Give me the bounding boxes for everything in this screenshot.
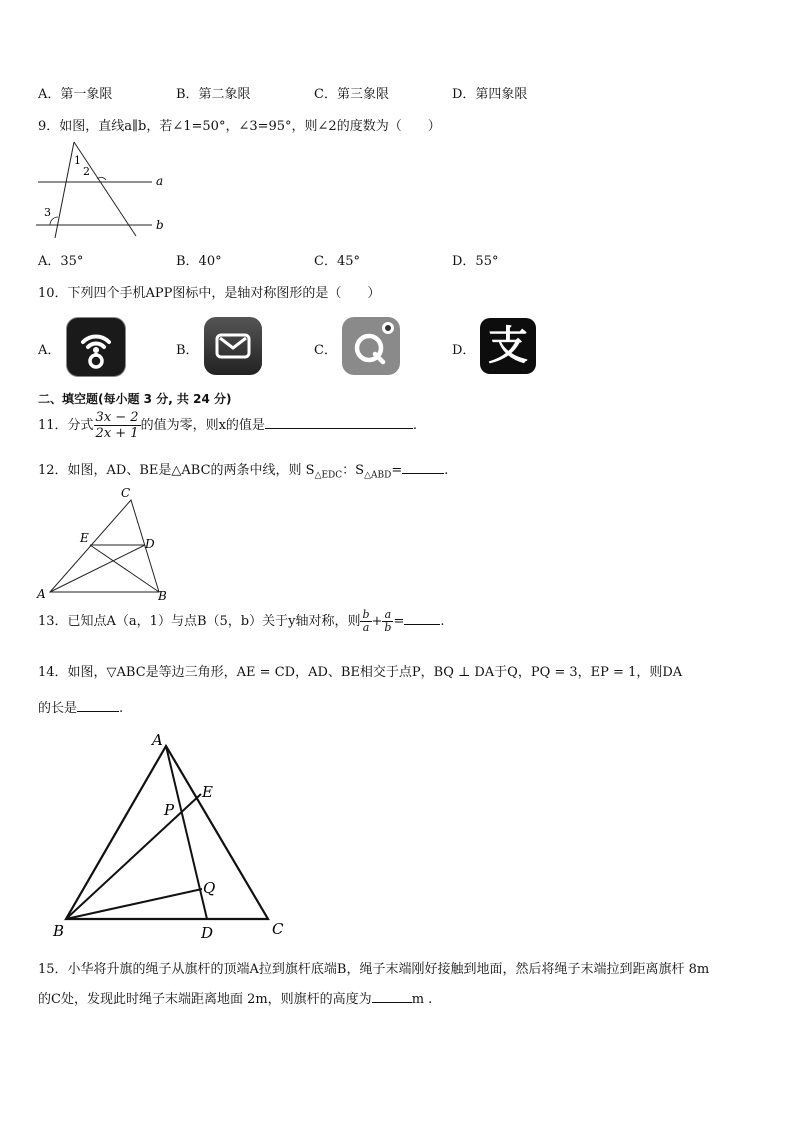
q11 <box>38 410 417 441</box>
median-ad <box>50 545 145 592</box>
q15-line1: 15．小华将升旗的绳子从旗杆的顶端A拉到旗杆底端B，绳子末端刚好接触到地面，然后将绳子末端拉到距离旗杆 8m <box>38 962 710 977</box>
q12-label-e: E <box>80 531 89 545</box>
q11-numerator: 3x − 2 <box>95 410 139 425</box>
q13-eq: = <box>393 614 405 629</box>
q15-unit: m . <box>411 992 433 1007</box>
line-a-label: a <box>156 174 164 188</box>
q9-option-d: D．55° <box>452 254 499 269</box>
q9-option-b: B．40° <box>176 254 222 269</box>
q10-option-a: A． <box>38 343 61 358</box>
alipay-icon <box>480 318 536 374</box>
q9-stem: 9．如图，直线a∥b，若∠1=50°，∠3=95°，则∠2的度数为（ ） <box>38 119 441 134</box>
q13-fraction-1: $\frac{b}{a}$ <box>362 608 370 634</box>
q12-mid: ：S <box>342 463 365 478</box>
q8-option-b: B．第二象限 <box>176 87 251 102</box>
q12-pre: 12．如图，AD、BE是△ABC的两条中线，则 S <box>38 463 315 478</box>
q13-fraction-2: $\frac{a}{b}$ <box>384 608 392 634</box>
q10-option-c: C． <box>314 343 337 358</box>
q12-label-c: C <box>121 486 131 500</box>
alipay-char: 支 <box>488 323 528 369</box>
q9-figure <box>30 138 180 240</box>
q15-answer-blank[interactable] <box>372 990 412 1003</box>
transversal-right <box>74 142 136 236</box>
angle-2-label: 2 <box>83 165 90 178</box>
q14-label-b: B <box>53 922 65 940</box>
q11-pre: 11．分式 <box>38 418 94 433</box>
q14-label-c: C <box>272 920 284 938</box>
q14-line2 <box>38 697 123 716</box>
q12-end: . <box>444 463 449 478</box>
q15-line2 <box>38 988 432 1007</box>
q12-sub2: △ABD <box>364 470 392 481</box>
q13-end: . <box>440 614 445 629</box>
q13-pre: 13．已知点A（a，1）与点B（5，b）关于y轴对称，则 <box>38 614 361 629</box>
q14-answer-blank[interactable] <box>77 699 119 712</box>
q12-figure <box>34 484 174 604</box>
q14-line2-pre: 的长是 <box>38 701 78 716</box>
transversal-left <box>55 142 74 238</box>
q14-label-p: P <box>164 801 175 819</box>
q13 <box>38 609 445 634</box>
q12-label-d: D <box>145 537 155 551</box>
q10-option-b: B． <box>176 343 199 358</box>
q12-sub1: △EDC <box>314 470 343 481</box>
q12-label-a: A <box>37 587 46 601</box>
wifi-key-icon <box>66 317 126 377</box>
q14-label-a: A <box>152 731 163 749</box>
q12-eq: = <box>391 463 403 478</box>
q14-figure <box>48 726 298 946</box>
q11-post: 的值为零，则x的值是 <box>140 418 265 433</box>
q9-option-a: A．35° <box>38 254 84 269</box>
q12-label-b: B <box>158 589 167 603</box>
q11-end: . <box>412 418 418 433</box>
q10-option-d: D． <box>452 343 476 358</box>
q15-line2-pre: 的C处，发现此时绳子末端距离地面 2m，则旗杆的高度为 <box>38 992 372 1007</box>
q8-option-a: A．第一象限 <box>38 87 113 102</box>
q11-fraction <box>94 410 141 441</box>
angle-1-label: 1 <box>74 154 81 167</box>
q14-label-e: E <box>202 783 213 801</box>
angle-3-label: 3 <box>44 206 51 219</box>
line-b-label: b <box>156 218 164 232</box>
q12-answer-blank[interactable] <box>402 461 444 474</box>
median-be <box>90 545 159 592</box>
q10-stem: 10．下列四个手机APP图标中，是轴对称图形的是（ ） <box>38 286 381 301</box>
q14-label-d: D <box>201 924 214 942</box>
q9-option-c: C．45° <box>314 254 360 269</box>
q14-label-q: Q <box>203 879 216 897</box>
q12 <box>38 459 448 481</box>
segment-bq <box>66 889 202 919</box>
q13-plus: + <box>371 614 383 629</box>
mail-icon <box>204 317 262 375</box>
q13-answer-blank[interactable] <box>404 612 440 625</box>
q14-line1: 14．如图，▽ABC是等边三角形，AE = CD，AD、BE相交于点P，BQ ⊥ DA于Q，PQ = 3，EP = 1，则DA <box>38 665 683 680</box>
q-search-icon <box>342 317 400 375</box>
q14-end: . <box>119 701 124 716</box>
q8-option-d: D．第四象限 <box>452 87 528 102</box>
section-title: 二、填空题(每小题 3 分, 共 24 分) <box>38 392 232 406</box>
q11-denominator: 2x + 1 <box>95 426 139 441</box>
q8-option-c: C．第三象限 <box>314 87 389 102</box>
q11-answer-blank[interactable] <box>265 416 413 429</box>
segment-be <box>66 794 201 919</box>
